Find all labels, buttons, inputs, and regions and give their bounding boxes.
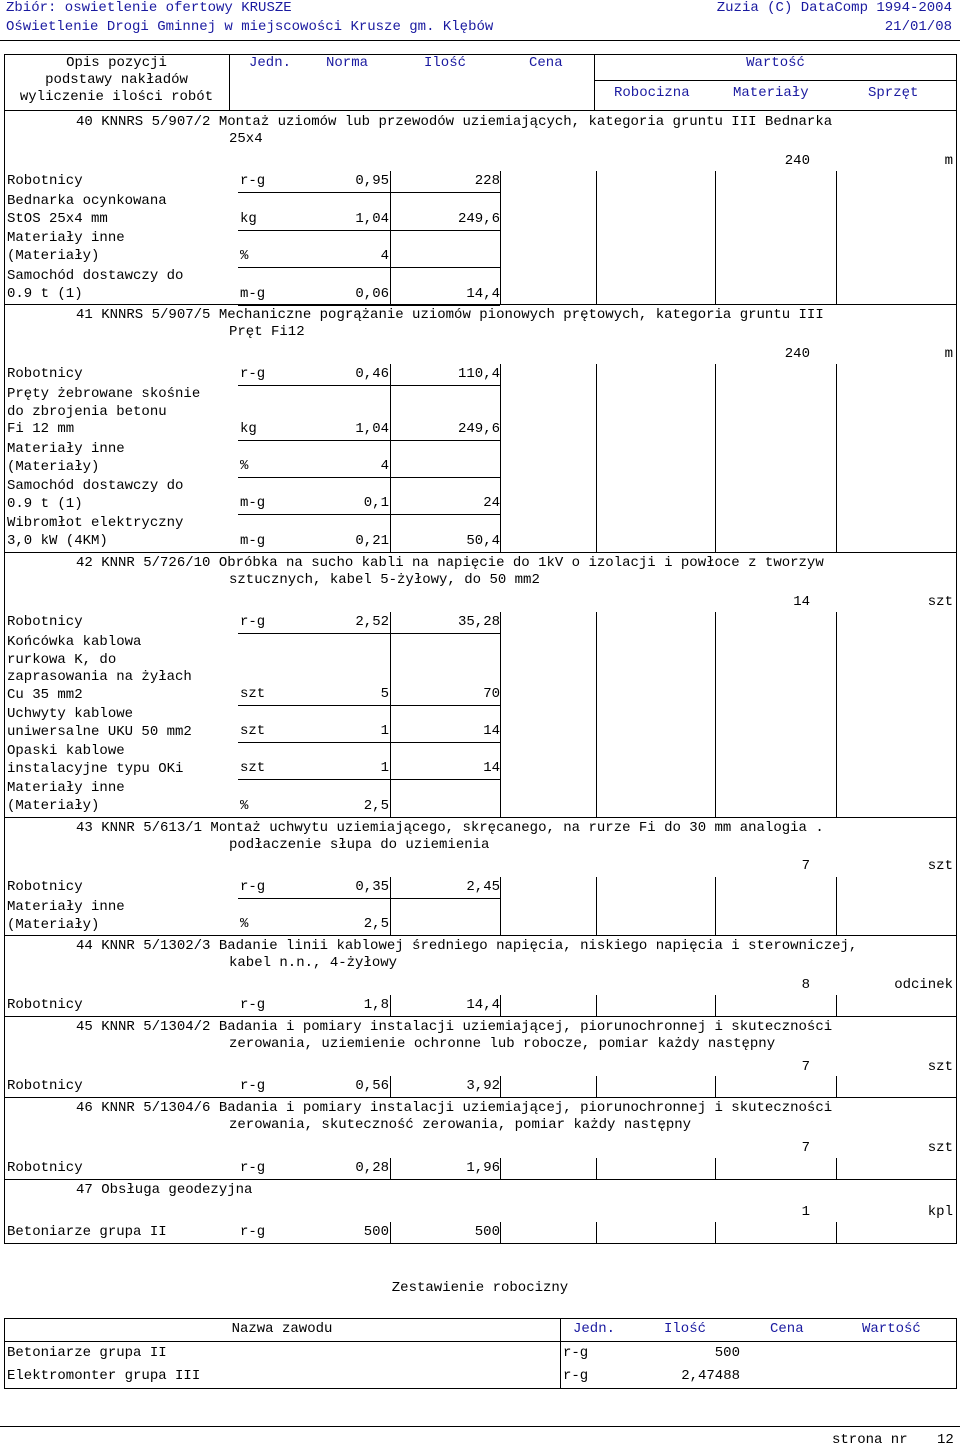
row-unit: r-g [240, 997, 266, 1013]
position-unit: szt [927, 1059, 953, 1075]
report-collection-title: Zbiór: oswietlenie ofertowy KRUSZE [6, 0, 292, 16]
position-title-cont: zerowania, skuteczność zerowania, pomiar każdy następny [229, 1117, 692, 1133]
row-norma: 1,8 [363, 997, 389, 1013]
position-title-cont: 25x4 [229, 131, 263, 147]
row-description: Bednarka ocynkowana [7, 193, 167, 209]
summary-col-wartosc: Wartość [862, 1321, 921, 1337]
row-ilosc: 249,6 [457, 211, 500, 227]
row-norma: 5 [380, 686, 389, 702]
position-separator [4, 817, 957, 818]
row-unit: % [240, 458, 249, 474]
summary-col-ilosc: Ilość [664, 1321, 707, 1337]
position-quantity: 7 [801, 858, 810, 874]
row-unit: r-g [240, 1160, 266, 1176]
row-unit: m-g [240, 495, 266, 511]
position-unit: szt [927, 594, 953, 610]
col-header-opis: Opis pozycji [66, 55, 167, 71]
col-header-jedn: Jedn. [249, 55, 292, 71]
row-norma: 1 [380, 723, 389, 739]
row-ilosc: 24 [483, 495, 500, 511]
position-quantity: 7 [801, 1140, 810, 1156]
row-ilosc: 14,4 [466, 997, 500, 1013]
software-credit: Zuzia (C) DataComp 1994-2004 [716, 0, 952, 16]
position-separator [4, 1016, 957, 1017]
position-quantity: 8 [801, 977, 810, 993]
position-title-cont: podłaczenie słupa do uziemienia [229, 837, 490, 853]
summary-row-name: Betoniarze grupa II [7, 1345, 167, 1361]
row-norma: 0,21 [355, 533, 389, 549]
position-title-cont: sztucznych, kabel 5-żyłowy, do 50 mm2 [229, 572, 540, 588]
row-unit: r-g [240, 1224, 266, 1240]
position-separator [4, 304, 957, 305]
main-table [4, 54, 957, 1244]
row-ilosc: 500 [474, 1224, 500, 1240]
row-unit: r-g [240, 614, 266, 630]
page-number-label: strona nr [832, 1432, 908, 1447]
summary-col-nazwa: Nazwa zawodu [231, 1321, 333, 1337]
position-unit: m [944, 346, 953, 362]
row-description: Opaski kablowe [7, 743, 125, 759]
col-header-sprzet: Sprzęt [868, 85, 919, 101]
row-description: 0.9 t (1) [7, 285, 83, 302]
row-ilosc: 35,28 [457, 614, 500, 630]
summary-row-ilosc: 500 [714, 1345, 740, 1361]
report-date: 21/01/08 [884, 19, 952, 35]
row-description: 0.9 t (1) [7, 495, 83, 512]
row-description: uniwersalne UKU 50 mm2 [7, 723, 192, 740]
position-title: 44 KNNR 5/1302/3 Badanie linii kablowej średniego napięcia, niskiego napięcia i sterowniczej, [76, 938, 858, 954]
position-title: 40 KNNRS 5/907/2 Montaż uziomów lub przewodów uziemiających, kategoria gruntu III Bednarka [76, 114, 833, 130]
position-quantity: 1 [801, 1204, 810, 1220]
row-description: zaprasowania na żyłach [7, 669, 192, 685]
summary-row-ilosc: 2,47488 [681, 1368, 740, 1384]
row-ilosc: 1,96 [466, 1160, 500, 1176]
position-separator [4, 935, 957, 936]
position-title: 46 KNNR 5/1304/6 Badania i pomiary instalacji uziemiającej, piorunochronnej i skuteczności [76, 1100, 833, 1116]
row-ilosc: 110,4 [457, 366, 500, 382]
row-ilosc: 14,4 [466, 286, 500, 302]
row-unit: kg [240, 211, 257, 227]
position-quantity: 7 [801, 1059, 810, 1075]
position-unit: odcinek [894, 977, 953, 993]
row-norma: 2,5 [363, 916, 389, 932]
row-description: Materiały inne [7, 230, 125, 246]
row-description: Materiały inne [7, 899, 125, 915]
col-header-robocizna: Robocizna [614, 85, 690, 101]
project-title: Oświetlenie Drogi Gminnej w miejscowości Krusze gm. Klębów [6, 19, 494, 35]
row-description: Materiały inne [7, 780, 125, 796]
row-description: Robotnicy [7, 879, 83, 895]
row-description: instalacyjne typu OKi [7, 760, 184, 777]
row-description: (Materiały) [7, 247, 100, 264]
row-description: Wibromłot elektryczny [7, 515, 184, 531]
row-description: Betoniarze grupa II [7, 1224, 167, 1240]
row-description: Samochód dostawczy do [7, 478, 184, 494]
position-separator [4, 1179, 957, 1180]
position-quantity: 240 [784, 346, 810, 362]
row-norma: 0,46 [355, 366, 389, 382]
row-ilosc: 70 [483, 686, 500, 702]
row-description: rurkowa K, do [7, 651, 117, 668]
position-title: 47 Obsługa geodezyjna [76, 1182, 253, 1198]
header-divider [0, 40, 960, 41]
row-norma: 1 [380, 760, 389, 776]
position-separator [4, 552, 957, 553]
summary-col-jedn: Jedn. [573, 1321, 616, 1337]
summary-col-cena: Cena [770, 1321, 804, 1337]
position-title: 43 KNNR 5/613/1 Montaż uchwytu uziemiającego, skręcanego, na rurze Fi do 30 mm analogia . [76, 820, 824, 836]
row-ilosc: 228 [474, 173, 500, 189]
row-description: Pręty żebrowane skośnie [7, 386, 201, 402]
summary-row-jedn: r-g [563, 1345, 589, 1361]
row-norma: 0,1 [363, 495, 389, 511]
row-description: StOS 25x4 mm [7, 210, 108, 227]
row-description: Robotnicy [7, 366, 83, 382]
page-number: 12 [937, 1432, 954, 1447]
row-description: 3,0 kW (4KM) [7, 532, 108, 549]
position-unit: m [944, 153, 953, 169]
row-ilosc: 50,4 [466, 533, 500, 549]
row-ilosc: 3,92 [466, 1078, 500, 1094]
footer-divider [0, 1426, 960, 1427]
row-unit: % [240, 916, 249, 932]
row-norma: 500 [363, 1224, 389, 1240]
row-unit: szt [240, 723, 266, 739]
row-norma: 2,52 [355, 614, 389, 630]
row-unit: % [240, 248, 249, 264]
col-header-opis-3: wyliczenie ilości robót [19, 89, 214, 105]
row-description: do zbrojenia betonu [7, 403, 167, 420]
row-ilosc: 2,45 [466, 879, 500, 895]
col-header-cena: Cena [529, 55, 563, 71]
row-description: Robotnicy [7, 1078, 83, 1094]
position-title-cont: zerowania, uziemienie ochronne lub robocze, pomiar każdy następny [229, 1036, 776, 1052]
position-quantity: 14 [793, 594, 810, 610]
row-description: Robotnicy [7, 614, 83, 630]
row-norma: 0,56 [355, 1078, 389, 1094]
row-description: (Materiały) [7, 916, 100, 933]
col-header-materialy: Materiały [733, 85, 809, 101]
position-separator [4, 1097, 957, 1098]
col-header-ilosc: Ilość [424, 55, 467, 71]
row-unit: r-g [240, 173, 266, 189]
row-description: Samochód dostawczy do [7, 268, 184, 284]
row-description: Fi 12 mm [7, 421, 75, 437]
row-description: (Materiały) [7, 458, 100, 475]
col-header-norma: Norma [326, 55, 369, 71]
row-unit: szt [240, 760, 266, 776]
row-norma: 4 [380, 458, 389, 474]
row-description: Robotnicy [7, 997, 83, 1013]
row-unit: kg [240, 421, 257, 437]
table-header-divider [4, 110, 957, 111]
row-unit: % [240, 798, 249, 814]
row-unit: r-g [240, 1078, 266, 1094]
position-title-cont: kabel n.n., 4-żyłowy [229, 955, 398, 971]
position-quantity: 240 [784, 153, 810, 169]
row-description: Robotnicy [7, 173, 83, 189]
row-description: Robotnicy [7, 1160, 83, 1176]
row-description: Końcówka kablowa [7, 634, 142, 650]
row-norma: 0,35 [355, 879, 389, 895]
row-norma: 1,04 [355, 421, 389, 437]
col-header-opis-2: podstawy nakładów [45, 72, 188, 88]
summary-row-name: Elektromonter grupa III [7, 1368, 201, 1384]
row-description: (Materiały) [7, 797, 100, 814]
row-ilosc: 14 [483, 723, 500, 739]
position-title: 41 KNNRS 5/907/5 Mechaniczne pogrążanie uziomów pionowych prętowych, kategoria gruntu III [76, 307, 824, 323]
row-unit: r-g [240, 366, 266, 382]
row-unit: m-g [240, 533, 266, 549]
row-norma: 0,28 [355, 1160, 389, 1176]
row-norma: 0,06 [355, 286, 389, 302]
row-unit: szt [240, 686, 266, 702]
row-ilosc: 249,6 [457, 421, 500, 437]
position-title: 42 KNNR 5/726/10 Obróbka na sucho kabli na napięcie do 1kV o izolacji i powłoce z tworzyw [76, 555, 824, 571]
position-title: 45 KNNR 5/1304/2 Badania i pomiary instalacji uziemiającej, piorunochronnej i skuteczności [76, 1019, 833, 1035]
row-norma: 2,5 [363, 798, 389, 814]
row-unit: r-g [240, 879, 266, 895]
row-description: Cu 35 mm2 [7, 686, 83, 703]
row-description: Uchwyty kablowe [7, 706, 134, 722]
summary-title: Zestawienie robocizny [391, 1280, 569, 1296]
row-norma: 0,95 [355, 173, 389, 189]
position-unit: szt [927, 1140, 953, 1156]
summary-row-jedn: r-g [563, 1368, 589, 1384]
row-norma: 4 [380, 248, 389, 264]
row-unit: m-g [240, 286, 266, 302]
row-description: Materiały inne [7, 441, 125, 457]
row-norma: 1,04 [355, 211, 389, 227]
col-header-wartosc: Wartość [746, 55, 805, 71]
position-unit: kpl [927, 1204, 953, 1220]
position-unit: szt [927, 858, 953, 874]
position-title-cont: Pręt Fi12 [229, 324, 305, 340]
row-ilosc: 14 [483, 760, 500, 776]
